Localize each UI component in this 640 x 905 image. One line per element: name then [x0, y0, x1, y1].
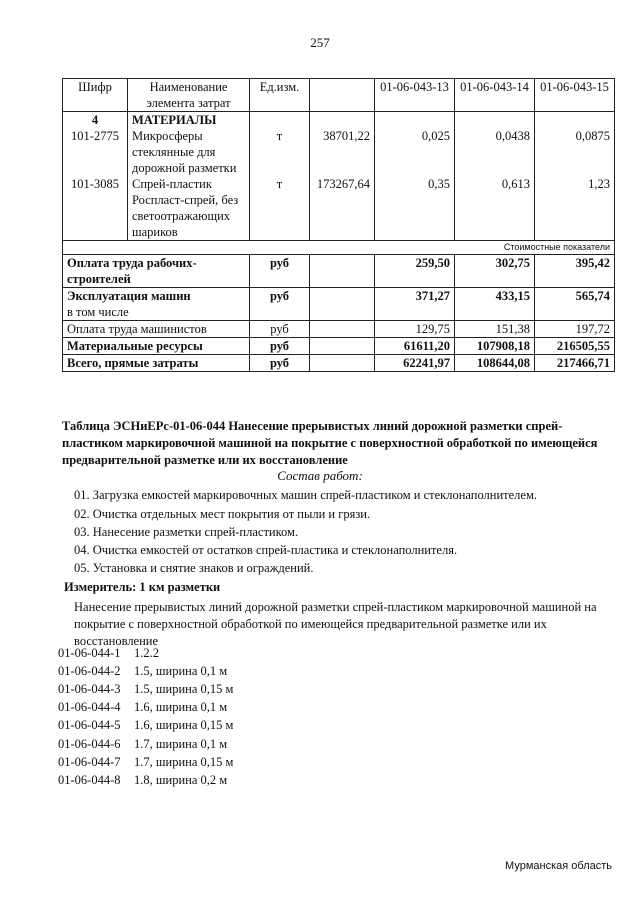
- code-id: 01-06-044-1: [58, 646, 121, 660]
- cost-value-13: 61611,20: [375, 338, 455, 355]
- code-description: 1.7, ширина 0,15 м: [134, 755, 234, 769]
- work-item: 01. Загрузка емкостей маркировочных машин спрей-пластиком и стеклонаполнителем.: [74, 488, 538, 502]
- code-description: 1.6, ширина 0,15 м: [134, 718, 234, 732]
- cost-name: Оплата труда машинистов: [63, 321, 250, 338]
- table-row: [63, 355, 615, 372]
- cost-name: Эксплуатация машин: [67, 289, 191, 303]
- cost-name: Оплата труда рабочих-строителей: [63, 255, 250, 288]
- cost-name: Материальные ресурсы: [63, 338, 250, 355]
- cost-value-13: 259,50: [375, 255, 455, 288]
- section-title: МАТЕРИАЛЫ: [128, 112, 250, 129]
- table-row: [63, 338, 615, 355]
- table-row: [63, 176, 615, 241]
- code-id: 01-06-044-4: [58, 700, 121, 714]
- material-name: Микросферы стеклянные для дорожной разметки: [128, 128, 250, 176]
- work-item: 03. Нанесение разметки спрей-пластиком.: [74, 525, 299, 539]
- code-description: 1.8, ширина 0,2 м: [134, 773, 228, 787]
- cost-unit: руб: [250, 255, 310, 288]
- section-row: [63, 112, 615, 129]
- material-unit: т: [250, 128, 310, 176]
- code-description: 1.5, ширина 0,15 м: [134, 682, 234, 696]
- cost-value-14: 151,38: [455, 321, 535, 338]
- material-value-13: 0,35: [375, 176, 455, 241]
- header-unit: Ед.изм.: [250, 79, 310, 112]
- cost-value-13: 62241,97: [375, 355, 455, 372]
- cost-name-cell: [63, 288, 250, 321]
- cost-unit: руб: [250, 355, 310, 372]
- header-col-14: 01-06-043-14: [455, 79, 535, 112]
- cost-table: [62, 78, 615, 372]
- cost-unit: руб: [250, 338, 310, 355]
- code-description: 1.5, ширина 0,1 м: [134, 664, 228, 678]
- header-name: Наименование элемента затрат: [128, 79, 250, 112]
- cost-value-15: 217466,71: [535, 355, 615, 372]
- cost-indicators-label: Стоимостные показатели: [63, 241, 615, 255]
- material-value-15: 1,23: [535, 176, 615, 241]
- cost-value-15: 565,74: [535, 288, 615, 321]
- material-value-14: 0,613: [455, 176, 535, 241]
- page-number: 257: [310, 35, 330, 50]
- cost-value-14: 302,75: [455, 255, 535, 288]
- material-value-13: 0,025: [375, 128, 455, 176]
- code-id: 01-06-044-7: [58, 755, 121, 769]
- code-id: 01-06-044-6: [58, 737, 121, 751]
- cost-name: Всего, прямые затраты: [63, 355, 250, 372]
- meter-line: Измеритель: 1 км разметки: [64, 580, 221, 594]
- code-description: 1.2.2: [134, 646, 159, 660]
- cost-unit: руб: [250, 288, 310, 321]
- cost-value-14: 108644,08: [455, 355, 535, 372]
- table-row: [63, 128, 615, 176]
- cost-value-15: 216505,55: [535, 338, 615, 355]
- work-item: 04. Очистка емкостей от остатков спрей-пластика и стеклонаполнителя.: [74, 543, 458, 557]
- cost-value-14: 107908,18: [455, 338, 535, 355]
- header-price: [310, 79, 375, 112]
- header-col-15: 01-06-043-15: [535, 79, 615, 112]
- work-item: 02. Очистка отдельных мест покрытия от пыли и грязи.: [74, 507, 371, 521]
- code-id: 01-06-044-8: [58, 773, 121, 787]
- material-price: 173267,64: [310, 176, 375, 241]
- table-row: [63, 255, 615, 288]
- table-row: [63, 321, 615, 338]
- region-footer: Мурманская область: [505, 860, 612, 872]
- material-unit: т: [250, 176, 310, 241]
- material-value-15: 0,0875: [535, 128, 615, 176]
- code-description: 1.6, ширина 0,1 м: [134, 700, 228, 714]
- cost-indicators-row: [63, 241, 615, 255]
- header-code: Шифр: [63, 79, 128, 112]
- cost-subnote: в том числе: [67, 305, 129, 319]
- table-header-row: [63, 79, 615, 112]
- material-name: Спрей-пластик Роспласт-спрей, без светоотражающих шариков: [128, 176, 250, 241]
- material-price: 38701,22: [310, 128, 375, 176]
- cost-value-14: 433,15: [455, 288, 535, 321]
- code-description: 1.7, ширина 0,1 м: [134, 737, 228, 751]
- work-item: 05. Установка и снятие знаков и ограждений.: [74, 561, 314, 575]
- code-id: 01-06-044-5: [58, 718, 121, 732]
- cost-unit: руб: [250, 321, 310, 338]
- code-id: 01-06-044-2: [58, 664, 121, 678]
- cost-value-15: 395,42: [535, 255, 615, 288]
- code-id: 01-06-044-3: [58, 682, 121, 696]
- material-value-14: 0,0438: [455, 128, 535, 176]
- table-title: Таблица ЭСНиЕРс-01-06-044 Нанесение прерывистых линий дорожной разметки спрей-пластиком маркировочной машиной на покрытие с поверхностной обработкой по имеющейся предварительной разметке или их восстановление: [62, 419, 598, 467]
- table-row: [63, 288, 615, 321]
- description: Нанесение прерывистых линий дорожной разметки спрей-пластиком маркировочной машиной на покрытие с поверхностной обработкой по имеющейся предварительной разметке или их восстановление: [74, 600, 597, 648]
- cost-value-13: 129,75: [375, 321, 455, 338]
- material-code: 101-2775: [63, 128, 128, 176]
- material-code: 101-3085: [63, 176, 128, 241]
- cost-value-15: 197,72: [535, 321, 615, 338]
- works-heading: Состав работ:: [277, 468, 363, 483]
- header-col-13: 01-06-043-13: [375, 79, 455, 112]
- cost-value-13: 371,27: [375, 288, 455, 321]
- section-number: 4: [63, 112, 128, 129]
